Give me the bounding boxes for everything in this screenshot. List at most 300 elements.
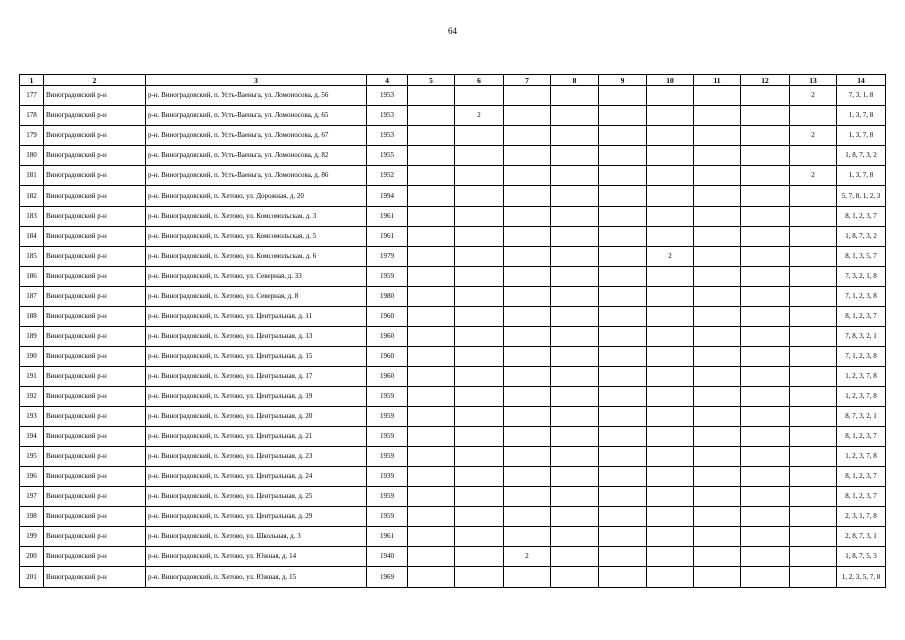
year-cell: 1959: [367, 447, 408, 467]
table-row: [20, 106, 886, 126]
address-cell: р-н. Виноградовский, п. Усть-Ваеньга, ул. Ломоносова, д. 82: [146, 146, 367, 166]
year-cell: 1959: [367, 267, 408, 287]
col6-cell: [455, 146, 504, 166]
col11-cell: [694, 106, 741, 126]
year-cell: 1960: [367, 367, 408, 387]
col11-cell: [694, 166, 741, 186]
col9-cell: [599, 327, 647, 347]
col14-cell: 1, 8, 7, 3, 2: [837, 146, 886, 166]
col8-cell: [551, 287, 599, 307]
year-cell: 1980: [367, 287, 408, 307]
col7-cell: [504, 207, 551, 227]
row-number: 181: [20, 166, 44, 186]
address-cell: р-н. Виноградовский, п. Хетово, ул. Дорожная, д. 20: [146, 186, 367, 207]
col10-cell: [647, 487, 694, 507]
col13-cell: 2: [790, 86, 837, 106]
col5-cell: [408, 126, 455, 146]
district-cell: Виноградовский р-н: [44, 427, 146, 447]
address-cell: р-н. Виноградовский, п. Хетово, ул. Южная, д. 14: [146, 547, 367, 567]
col5-cell: [408, 427, 455, 447]
col12-cell: [741, 227, 790, 247]
col13-cell: [790, 227, 837, 247]
col9-cell: [599, 367, 647, 387]
col10-cell: [647, 547, 694, 567]
col10-cell: [647, 186, 694, 207]
col5-cell: [408, 227, 455, 247]
col5-cell: [408, 247, 455, 267]
col10-cell: [647, 86, 694, 106]
address-cell: р-н. Виноградовский, п. Хетово, ул. Комсомольская, д. 5: [146, 227, 367, 247]
col8-cell: [551, 106, 599, 126]
table-row: [20, 387, 886, 407]
year-cell: 1961: [367, 227, 408, 247]
col10-cell: [647, 367, 694, 387]
col11-cell: [694, 247, 741, 267]
col13-cell: [790, 307, 837, 327]
col9-cell: [599, 126, 647, 146]
col6-cell: [455, 267, 504, 287]
col5-cell: [408, 347, 455, 367]
col12-cell: [741, 367, 790, 387]
year-cell: 1959: [367, 507, 408, 527]
table-row: [20, 527, 886, 547]
row-number: 178: [20, 106, 44, 126]
column-header-10: 10: [647, 75, 694, 86]
district-cell: Виноградовский р-н: [44, 387, 146, 407]
address-cell: р-н. Виноградовский, п. Хетово, ул. Центральная, д. 15: [146, 347, 367, 367]
column-header-8: 8: [551, 75, 599, 86]
column-header-3: 3: [146, 75, 367, 86]
col12-cell: [741, 86, 790, 106]
col13-cell: [790, 427, 837, 447]
col12-cell: [741, 327, 790, 347]
col10-cell: [647, 407, 694, 427]
row-number: 179: [20, 126, 44, 146]
table-row: [20, 227, 886, 247]
year-cell: 1969: [367, 567, 408, 588]
col13-cell: [790, 267, 837, 287]
col12-cell: [741, 347, 790, 367]
col13-cell: [790, 567, 837, 588]
col11-cell: [694, 267, 741, 287]
col8-cell: [551, 146, 599, 166]
col7-cell: [504, 166, 551, 186]
col12-cell: [741, 126, 790, 146]
table-row: [20, 146, 886, 166]
col11-cell: [694, 347, 741, 367]
col11-cell: [694, 207, 741, 227]
row-number: 182: [20, 186, 44, 207]
district-cell: Виноградовский р-н: [44, 327, 146, 347]
col5-cell: [408, 527, 455, 547]
col5-cell: [408, 447, 455, 467]
col14-cell: 7, 1, 2, 3, 8: [837, 347, 886, 367]
table-body: [20, 86, 886, 588]
col12-cell: [741, 447, 790, 467]
row-number: 196: [20, 467, 44, 487]
col14-cell: 2, 3, 1, 7, 8: [837, 507, 886, 527]
col10-cell: [647, 387, 694, 407]
col5-cell: [408, 166, 455, 186]
col10-cell: [647, 287, 694, 307]
column-header-9: 9: [599, 75, 647, 86]
col10-cell: [647, 166, 694, 186]
column-header-7: 7: [504, 75, 551, 86]
col11-cell: [694, 447, 741, 467]
col14-cell: 8, 1, 2, 3, 7: [837, 427, 886, 447]
col8-cell: [551, 207, 599, 227]
col12-cell: [741, 307, 790, 327]
col8-cell: [551, 387, 599, 407]
col14-cell: 1, 8, 7, 5, 3: [837, 547, 886, 567]
district-cell: Виноградовский р-н: [44, 287, 146, 307]
col11-cell: [694, 487, 741, 507]
year-cell: 1959: [367, 407, 408, 427]
table-row: [20, 267, 886, 287]
year-cell: 1960: [367, 347, 408, 367]
col9-cell: [599, 247, 647, 267]
col13-cell: [790, 247, 837, 267]
col8-cell: [551, 347, 599, 367]
col7-cell: [504, 567, 551, 588]
col14-cell: 1, 8, 7, 3, 2: [837, 227, 886, 247]
col14-cell: 1, 3, 7, 8: [837, 126, 886, 146]
address-cell: р-н. Виноградовский, п. Хетово, ул. Центральная, д. 24: [146, 467, 367, 487]
year-cell: 1961: [367, 207, 408, 227]
address-cell: р-н. Виноградовский, п. Хетово, ул. Центральная, д. 25: [146, 487, 367, 507]
year-cell: 1961: [367, 527, 408, 547]
col14-cell: 7, 3, 2, 1, 8: [837, 267, 886, 287]
table-row: [20, 347, 886, 367]
col8-cell: [551, 547, 599, 567]
col6-cell: [455, 247, 504, 267]
col13-cell: [790, 547, 837, 567]
address-cell: р-н. Виноградовский, п. Хетово, ул. Центральная, д. 20: [146, 407, 367, 427]
col7-cell: [504, 467, 551, 487]
col10-cell: [647, 347, 694, 367]
col8-cell: [551, 367, 599, 387]
district-cell: Виноградовский р-н: [44, 507, 146, 527]
table-row: [20, 427, 886, 447]
col11-cell: [694, 327, 741, 347]
col9-cell: [599, 567, 647, 588]
col9-cell: [599, 527, 647, 547]
district-cell: Виноградовский р-н: [44, 527, 146, 547]
col14-cell: 1, 3, 7, 8: [837, 166, 886, 186]
col5-cell: [408, 567, 455, 588]
col7-cell: [504, 267, 551, 287]
row-number: 199: [20, 527, 44, 547]
district-cell: Виноградовский р-н: [44, 126, 146, 146]
col14-cell: 1, 2, 3, 7, 8: [837, 387, 886, 407]
col5-cell: [408, 387, 455, 407]
row-number: 187: [20, 287, 44, 307]
column-header-11: 11: [694, 75, 741, 86]
col10-cell: [647, 527, 694, 547]
col8-cell: [551, 487, 599, 507]
col7-cell: [504, 327, 551, 347]
col7-cell: [504, 86, 551, 106]
col7-cell: [504, 427, 551, 447]
col6-cell: 2: [455, 106, 504, 126]
col7-cell: [504, 227, 551, 247]
table-row: [20, 487, 886, 507]
col14-cell: 5, 7, 8, 1, 2, 3: [837, 186, 886, 207]
col11-cell: [694, 307, 741, 327]
col9-cell: [599, 307, 647, 327]
col14-cell: 8, 1, 2, 3, 7: [837, 467, 886, 487]
col14-cell: 1, 3, 7, 8: [837, 106, 886, 126]
col13-cell: [790, 106, 837, 126]
col5-cell: [408, 327, 455, 347]
col7-cell: [504, 186, 551, 207]
address-cell: р-н. Виноградовский, п. Усть-Ваеньга, ул. Ломоносова, д. 86: [146, 166, 367, 186]
district-cell: Виноградовский р-н: [44, 307, 146, 327]
col5-cell: [408, 467, 455, 487]
column-header-14: 14: [837, 75, 886, 86]
col11-cell: [694, 186, 741, 207]
col9-cell: [599, 146, 647, 166]
col8-cell: [551, 227, 599, 247]
col9-cell: [599, 207, 647, 227]
table-row: [20, 407, 886, 427]
year-cell: 1960: [367, 307, 408, 327]
col10-cell: [647, 567, 694, 588]
col12-cell: [741, 567, 790, 588]
district-cell: Виноградовский р-н: [44, 247, 146, 267]
row-number: 195: [20, 447, 44, 467]
col8-cell: [551, 307, 599, 327]
col8-cell: [551, 567, 599, 588]
district-cell: Виноградовский р-н: [44, 267, 146, 287]
col9-cell: [599, 407, 647, 427]
col8-cell: [551, 126, 599, 146]
col7-cell: [504, 447, 551, 467]
col9-cell: [599, 447, 647, 467]
district-cell: Виноградовский р-н: [44, 347, 146, 367]
col10-cell: [647, 207, 694, 227]
col7-cell: [504, 387, 551, 407]
address-cell: р-н. Виноградовский, п. Усть-Ваеньга, ул. Ломоносова, д. 56: [146, 86, 367, 106]
address-cell: р-н. Виноградовский, п. Хетово, ул. Центральная, д. 19: [146, 387, 367, 407]
table-row: [20, 86, 886, 106]
col6-cell: [455, 227, 504, 247]
col13-cell: [790, 347, 837, 367]
row-number: 192: [20, 387, 44, 407]
address-cell: р-н. Виноградовский, п. Хетово, ул. Центральная, д. 23: [146, 447, 367, 467]
col9-cell: [599, 267, 647, 287]
col9-cell: [599, 186, 647, 207]
col12-cell: [741, 387, 790, 407]
district-cell: Виноградовский р-н: [44, 467, 146, 487]
col10-cell: [647, 146, 694, 166]
col5-cell: [408, 207, 455, 227]
col9-cell: [599, 427, 647, 447]
col12-cell: [741, 287, 790, 307]
district-cell: Виноградовский р-н: [44, 547, 146, 567]
col11-cell: [694, 387, 741, 407]
col11-cell: [694, 427, 741, 447]
row-number: 190: [20, 347, 44, 367]
col14-cell: 7, 1, 2, 3, 8: [837, 287, 886, 307]
address-cell: р-н. Виноградовский, п. Хетово, ул. Северная, д. 8: [146, 287, 367, 307]
col6-cell: [455, 327, 504, 347]
district-cell: Виноградовский р-н: [44, 106, 146, 126]
col6-cell: [455, 347, 504, 367]
page-number: 64: [448, 26, 457, 36]
col6-cell: [455, 487, 504, 507]
row-number: 201: [20, 567, 44, 588]
table-row: [20, 507, 886, 527]
col13-cell: [790, 387, 837, 407]
row-number: 183: [20, 207, 44, 227]
year-cell: 1960: [367, 327, 408, 347]
year-cell: 1959: [367, 427, 408, 447]
table-row: [20, 247, 886, 267]
district-cell: Виноградовский р-н: [44, 166, 146, 186]
col9-cell: [599, 507, 647, 527]
col12-cell: [741, 547, 790, 567]
row-number: 191: [20, 367, 44, 387]
table-row: [20, 467, 886, 487]
data-table: [19, 74, 886, 588]
column-header-13: 13: [790, 75, 837, 86]
col11-cell: [694, 507, 741, 527]
col11-cell: [694, 467, 741, 487]
address-cell: р-н. Виноградовский, п. Хетово, ул. Центральная, д. 21: [146, 427, 367, 447]
col7-cell: [504, 307, 551, 327]
col6-cell: [455, 447, 504, 467]
col6-cell: [455, 307, 504, 327]
year-cell: 1940: [367, 547, 408, 567]
col5-cell: [408, 86, 455, 106]
col13-cell: [790, 467, 837, 487]
col7-cell: [504, 247, 551, 267]
col8-cell: [551, 407, 599, 427]
address-cell: р-н. Виноградовский, п. Хетово, ул. Южная, д. 15: [146, 567, 367, 588]
col13-cell: [790, 407, 837, 427]
row-number: 177: [20, 86, 44, 106]
address-cell: р-н. Виноградовский, п. Усть-Ваеньга, ул. Ломоносова, д. 65: [146, 106, 367, 126]
col7-cell: [504, 407, 551, 427]
col14-cell: 8, 7, 3, 2, 1: [837, 407, 886, 427]
row-number: 186: [20, 267, 44, 287]
col14-cell: 7, 8, 3, 2, 1: [837, 327, 886, 347]
col6-cell: [455, 567, 504, 588]
col8-cell: [551, 427, 599, 447]
year-cell: 1953: [367, 106, 408, 126]
row-number: 184: [20, 227, 44, 247]
column-header-4: 4: [367, 75, 408, 86]
district-cell: Виноградовский р-н: [44, 567, 146, 588]
address-cell: р-н. Виноградовский, п. Хетово, ул. Центральная, д. 29: [146, 507, 367, 527]
district-cell: Виноградовский р-н: [44, 227, 146, 247]
district-cell: Виноградовский р-н: [44, 186, 146, 207]
col12-cell: [741, 106, 790, 126]
table-row: [20, 327, 886, 347]
col5-cell: [408, 307, 455, 327]
col5-cell: [408, 407, 455, 427]
col13-cell: [790, 327, 837, 347]
col7-cell: [504, 527, 551, 547]
col7-cell: [504, 347, 551, 367]
district-cell: Виноградовский р-н: [44, 86, 146, 106]
col10-cell: 2: [647, 247, 694, 267]
col8-cell: [551, 447, 599, 467]
col11-cell: [694, 146, 741, 166]
col12-cell: [741, 507, 790, 527]
table-row: [20, 307, 886, 327]
table-row: [20, 367, 886, 387]
col11-cell: [694, 527, 741, 547]
col6-cell: [455, 547, 504, 567]
col6-cell: [455, 126, 504, 146]
address-cell: р-н. Виноградовский, п. Хетово, ул. Центральная, д. 17: [146, 367, 367, 387]
column-header-1: 1: [20, 75, 44, 86]
col9-cell: [599, 487, 647, 507]
table-row: [20, 547, 886, 567]
col14-cell: 1, 2, 3, 7, 8: [837, 447, 886, 467]
col5-cell: [408, 287, 455, 307]
row-number: 198: [20, 507, 44, 527]
col12-cell: [741, 527, 790, 547]
col11-cell: [694, 227, 741, 247]
col6-cell: [455, 186, 504, 207]
col14-cell: 7, 3, 1, 8: [837, 86, 886, 106]
col7-cell: 2: [504, 547, 551, 567]
table-row: [20, 126, 886, 146]
col13-cell: [790, 507, 837, 527]
col12-cell: [741, 146, 790, 166]
year-cell: 1959: [367, 387, 408, 407]
col5-cell: [408, 146, 455, 166]
year-cell: 1953: [367, 126, 408, 146]
col8-cell: [551, 247, 599, 267]
year-cell: 1939: [367, 467, 408, 487]
col6-cell: [455, 86, 504, 106]
year-cell: 1959: [367, 487, 408, 507]
col10-cell: [647, 126, 694, 146]
column-header-5: 5: [408, 75, 455, 86]
col6-cell: [455, 507, 504, 527]
col10-cell: [647, 267, 694, 287]
col13-cell: 2: [790, 126, 837, 146]
year-cell: 1955: [367, 146, 408, 166]
address-cell: р-н. Виноградовский, п. Хетово, ул. Школьная, д. 3: [146, 527, 367, 547]
col10-cell: [647, 507, 694, 527]
col7-cell: [504, 287, 551, 307]
col14-cell: 1, 2, 3, 7, 8: [837, 367, 886, 387]
col14-cell: 8, 1, 2, 3, 7: [837, 487, 886, 507]
col6-cell: [455, 166, 504, 186]
col14-cell: 8, 1, 2, 3, 7: [837, 307, 886, 327]
district-cell: Виноградовский р-н: [44, 487, 146, 507]
col13-cell: [790, 487, 837, 507]
table-row: [20, 207, 886, 227]
col13-cell: [790, 527, 837, 547]
col6-cell: [455, 427, 504, 447]
col12-cell: [741, 407, 790, 427]
col9-cell: [599, 387, 647, 407]
col8-cell: [551, 527, 599, 547]
col8-cell: [551, 267, 599, 287]
row-number: 194: [20, 427, 44, 447]
col7-cell: [504, 507, 551, 527]
year-cell: 1953: [367, 86, 408, 106]
col10-cell: [647, 427, 694, 447]
col6-cell: [455, 367, 504, 387]
col11-cell: [694, 287, 741, 307]
